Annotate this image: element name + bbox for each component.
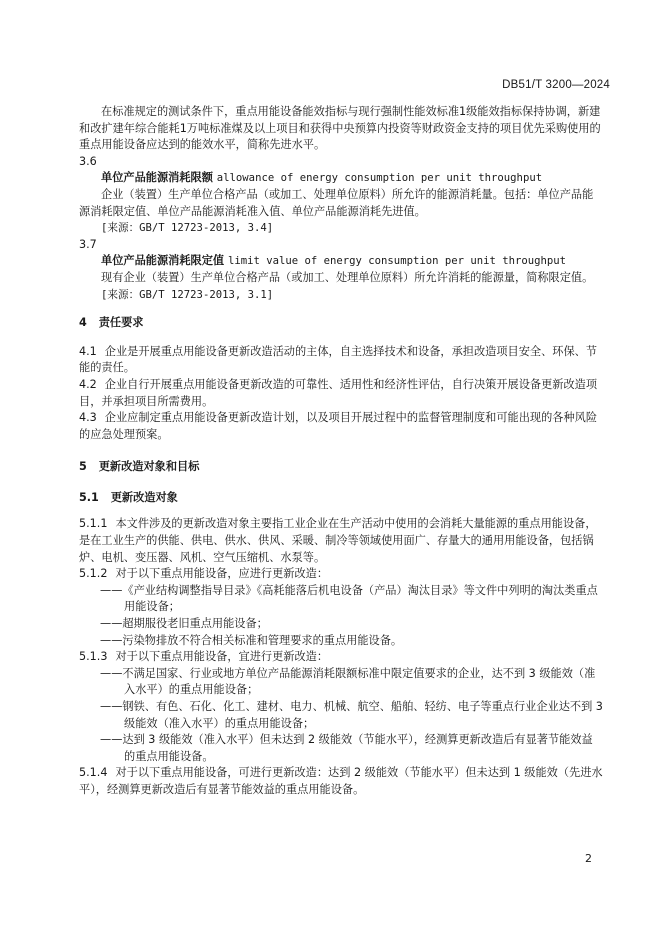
term-title-en: limit value of energy consumption per unit throughput: [227, 255, 567, 268]
term-number: 3.7: [79, 237, 97, 251]
term-title-zh: 单位产品能源消耗限额: [101, 171, 213, 185]
clause-text: 企业应制定重点用能设备更新改造计划，以及项目开展过程中的监督管理制度和可能出现的各种风险的应急处理预案。: [79, 411, 598, 441]
clause-text: 企业自行开展重点用能设备更新改造的可靠性、适用性和经济性评估，自行决策开展设备更新改造项目，并承担项目所需费用。: [79, 377, 598, 408]
clause: [79, 566, 603, 583]
section-heading: [79, 315, 603, 332]
list-item: ——污染物排放不符合相关标准和管理要求的重点用能设备。: [100, 633, 403, 647]
clause: [79, 344, 603, 377]
term-title-zh: 单位产品能源消耗限定值: [101, 254, 225, 268]
section-heading: [79, 459, 603, 476]
page-content: [79, 104, 603, 799]
term-title: [79, 253, 603, 270]
term-source: [来源：GB/T 12723-2013, 3.4]: [101, 222, 274, 235]
clause: [79, 765, 603, 798]
clause-text: 对于以下重点用能设备，可进行更新改造：达到 2 级能效（节能水平）但未达到 1 级能效（先进水平），经测算更新改造后有显著节能效益的重点用能设备。: [79, 766, 603, 796]
clause: [79, 649, 603, 666]
subsection-heading: [79, 490, 603, 507]
section-number: 5: [79, 460, 87, 474]
clause-number: 5.1.3: [79, 650, 108, 664]
clause: [79, 377, 603, 410]
list-item: ——《产业结构调整指导目录》《高耗能落后机电设备（产品）淘汰目录》等文件中列明的淘汰类重点用能设备；: [100, 583, 598, 614]
term-entry: [79, 237, 603, 303]
term-number: 3.6: [79, 154, 97, 168]
clause-number: 5.1.4: [79, 766, 108, 780]
clause-number: 5.1.1: [79, 517, 108, 531]
section-number: 4: [79, 316, 87, 330]
clause-text: 本文件涉及的更新改造对象主要指工业企业在生产活动中使用的会消耗大量能源的重点用能设备，是在工业生产的供能、供电、供水、供风、采暖、制冷等领域使用面广、存量大的通用用能设备，包括锅炉、电机、变压器、风机、空气压缩机、水泵等。: [79, 517, 597, 564]
clause-text: 企业是开展重点用能设备更新改造活动的主体，自主选择技术和设备，承担改造项目安全、环保、节能的责任。: [79, 344, 598, 375]
term-definition: 企业（装置）生产单位合格产品（或加工、处理单位原料）所允许的能源消耗量。包括：单位产品能源消耗限定值、单位产品能源消耗准入值、单位产品能源消耗先进值。: [79, 187, 594, 218]
list-item: ——达到 3 级能效（准入水平）但未达到 2 级能效（节能水平），经测算更新改造后有显著节能效益的重点用能设备。: [100, 733, 593, 763]
clause-number: 4.3: [79, 411, 97, 425]
term-definition: 现有企业（装置）生产单位合格产品（或加工、处理单位原料）所允许消耗的能源量，简称限定值。: [101, 270, 594, 284]
clause-number: 4.2: [79, 377, 97, 391]
clause-lead: 对于以下重点用能设备，宜进行更新改造：: [115, 650, 329, 664]
page-number: 2: [585, 852, 592, 865]
list-item: ——超期服役老旧重点用能设备；: [100, 617, 268, 631]
section-title: 更新改造对象和目标: [98, 460, 200, 474]
intro-paragraph: 在标准规定的测试条件下，重点用能设备能效指标与现行强制性能效标准1级能效指标保持协调，新建和改扩建年综合能耗1万吨标准煤及以上项目和获得中央预算内投资等财政资金支持的项目优先采购使用的重点用能设备应达到的能效水平，简称先进水平。: [79, 105, 601, 152]
term-title-en: allowance of energy consumption per unit throughput: [216, 172, 543, 185]
clause: [79, 410, 603, 443]
clause-number: 4.1: [79, 344, 97, 358]
clause-number: 5.1.2: [79, 567, 108, 581]
term-source: [来源：GB/T 12723-2013, 3.1]: [101, 288, 274, 301]
list-item: ——钢铁、有色、石化、化工、建材、电力、机械、航空、船舶、轻纺、电子等重点行业企业达不到 3 级能效（准入水平）的重点用能设备；: [100, 700, 603, 730]
clause-lead: 对于以下重点用能设备，应进行更新改造：: [115, 567, 329, 581]
list-item: ——不满足国家、行业或地方单位产品能源消耗限额标准中限定值要求的企业，达不到 3 级能效（准入水平）的重点用能设备；: [100, 666, 596, 697]
subsection-number: 5.1: [79, 490, 99, 504]
section-title: 责任要求: [98, 316, 144, 330]
term-title: [79, 170, 603, 187]
subsection-title: 更新改造对象: [110, 490, 178, 504]
clause: [79, 516, 603, 566]
document-code: DB51/T 3200—2024: [502, 79, 610, 91]
term-entry: [79, 154, 603, 237]
